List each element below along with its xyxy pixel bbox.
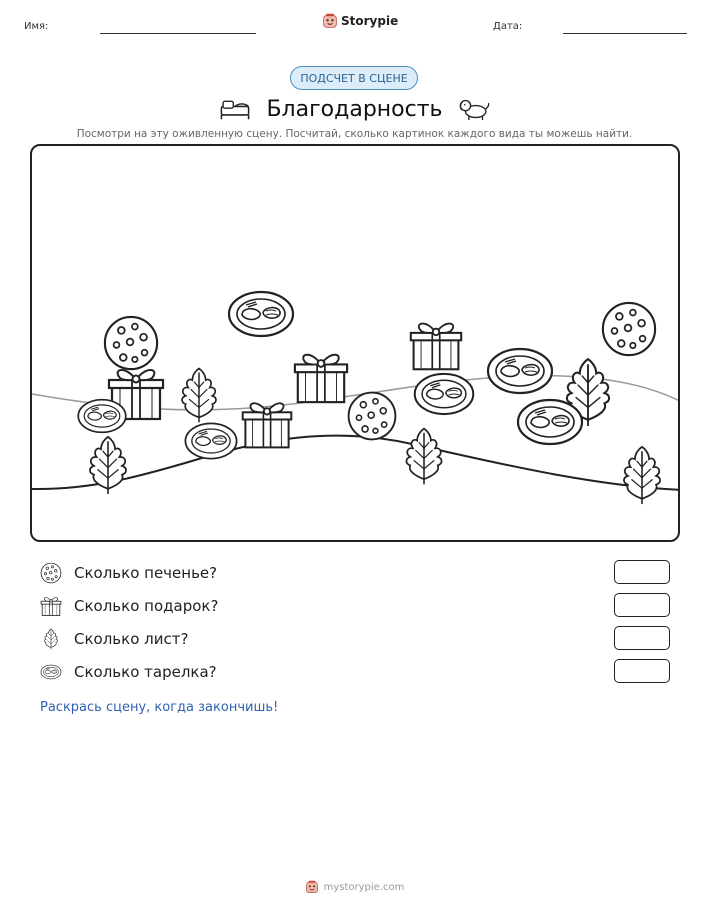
question-cookies bbox=[40, 560, 670, 586]
footer-site: mystorypie.com bbox=[323, 881, 405, 893]
answer-box-gifts[interactable] bbox=[614, 593, 670, 617]
plate-icon bbox=[415, 374, 474, 414]
dog-icon bbox=[457, 96, 491, 122]
plate-icon bbox=[78, 400, 126, 433]
name-line[interactable] bbox=[100, 33, 256, 34]
gift-icon bbox=[411, 324, 461, 370]
answer-box-cookies[interactable] bbox=[614, 560, 670, 584]
storypie-logo-icon bbox=[305, 880, 319, 894]
counting-scene bbox=[30, 144, 680, 542]
leaf-icon bbox=[624, 447, 660, 504]
leaf-icon bbox=[406, 429, 441, 485]
bed-icon bbox=[218, 96, 252, 122]
name-label: Имя: bbox=[24, 21, 49, 32]
activity-tag: ПОДСЧЕТ В СЦЕНЕ bbox=[290, 66, 418, 90]
gift-icon bbox=[40, 595, 62, 617]
coloring-note: Раскрась сцену, когда закончишь! bbox=[40, 700, 279, 715]
gift-icon bbox=[295, 355, 347, 402]
storypie-logo-icon bbox=[322, 13, 338, 29]
instructions: Посмотри на эту оживленную сцену. Посчитай, сколько картинок каждого вида ты можешь найти. bbox=[76, 128, 633, 140]
date-label: Дата: bbox=[493, 21, 523, 32]
cookie-icon bbox=[40, 562, 62, 584]
plate-icon bbox=[229, 292, 293, 336]
leaf-icon bbox=[182, 368, 216, 422]
cookie-icon bbox=[105, 317, 157, 369]
answer-box-plates[interactable] bbox=[614, 659, 670, 683]
question-leaves bbox=[40, 626, 670, 652]
cookie-icon bbox=[349, 393, 396, 440]
answer-box-leaves[interactable] bbox=[614, 626, 670, 650]
question-plates bbox=[40, 659, 670, 685]
cookie-icon bbox=[603, 303, 655, 355]
front-hill-line bbox=[32, 436, 680, 490]
plate-icon bbox=[518, 400, 582, 444]
question-text: Сколько печенье? bbox=[74, 564, 218, 582]
gift-icon bbox=[243, 403, 292, 447]
scene-illustration bbox=[32, 146, 680, 542]
plate-icon bbox=[185, 423, 236, 458]
leaf-icon bbox=[40, 628, 62, 650]
brand-logo bbox=[322, 13, 398, 29]
footer bbox=[0, 880, 709, 894]
title-row bbox=[0, 92, 709, 126]
date-line[interactable] bbox=[563, 33, 687, 34]
plate-icon bbox=[40, 661, 62, 683]
question-text: Сколько тарелка? bbox=[74, 663, 217, 681]
question-text: Сколько подарок? bbox=[74, 597, 219, 615]
page-title: Благодарность bbox=[266, 96, 443, 122]
brand-name: Storypie bbox=[341, 14, 399, 28]
question-text: Сколько лист? bbox=[74, 630, 189, 648]
plate-icon bbox=[488, 349, 552, 393]
question-gifts bbox=[40, 593, 670, 619]
